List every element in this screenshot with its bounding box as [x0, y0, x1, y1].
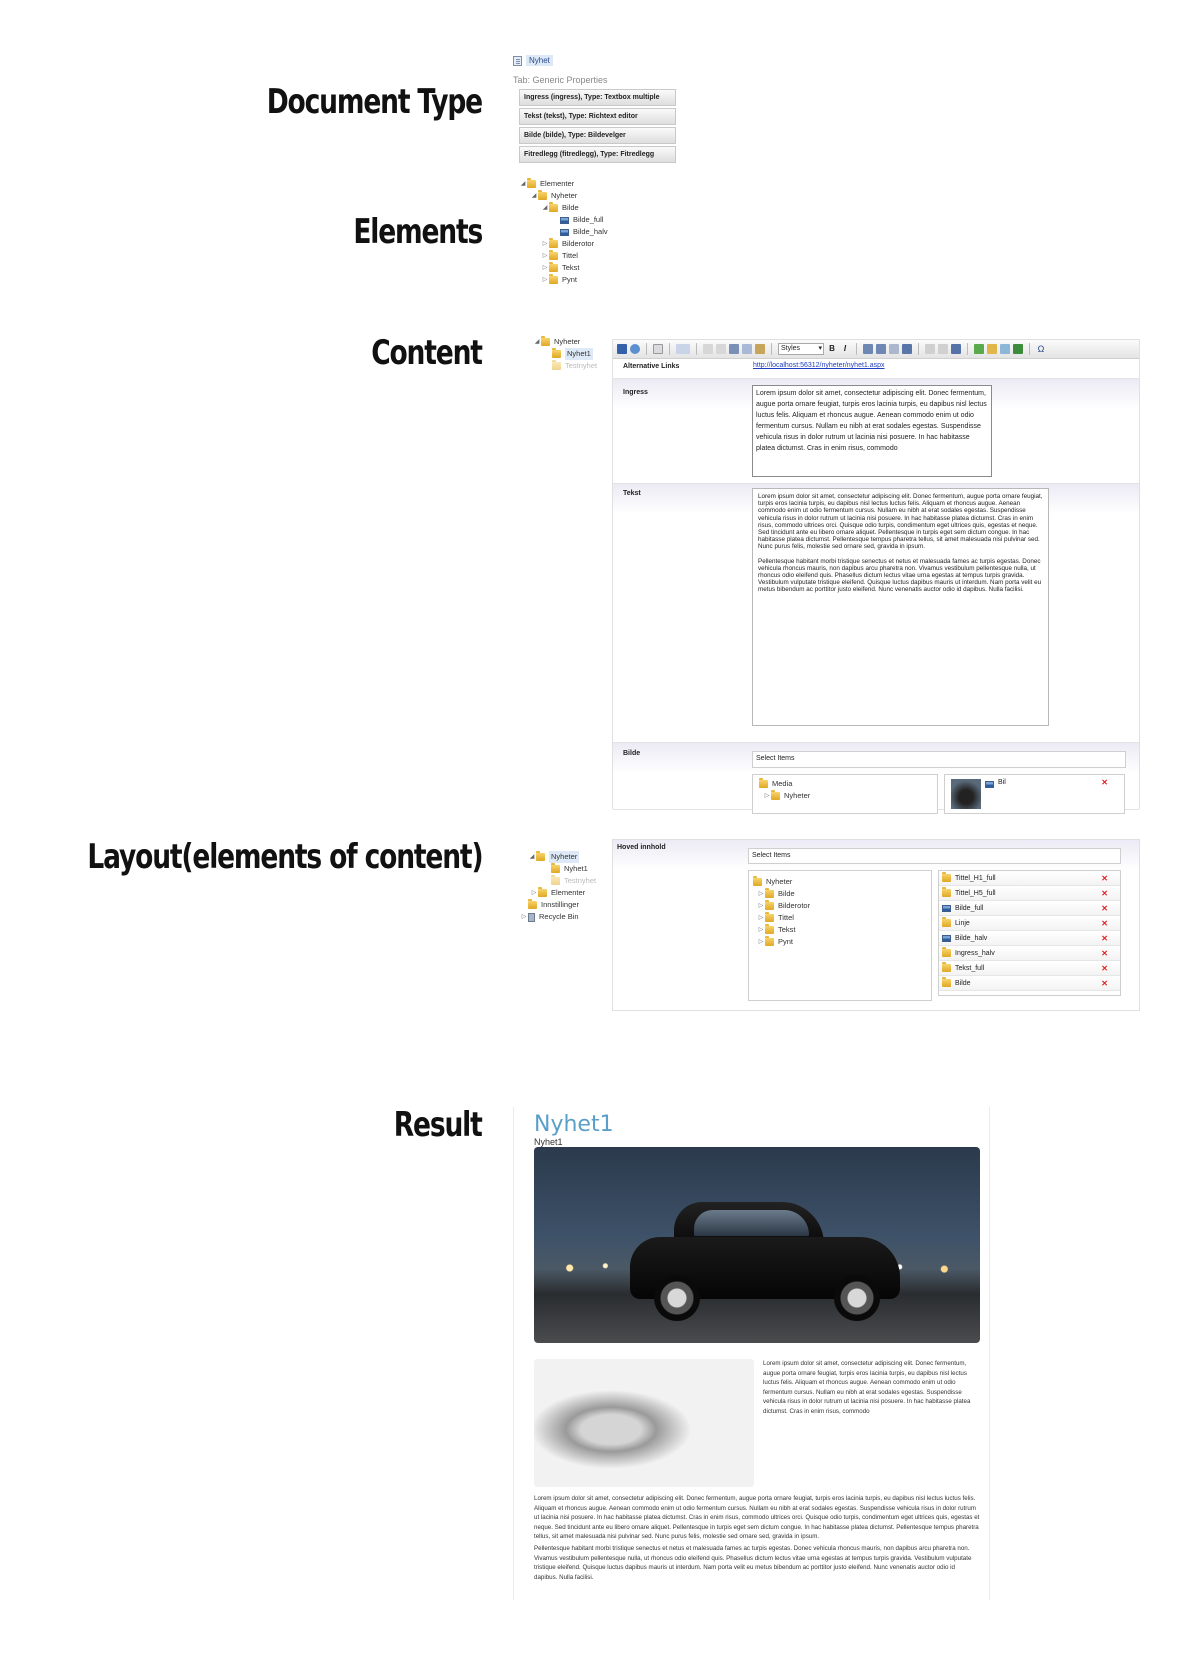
tree-node-nyheter[interactable]	[753, 876, 810, 888]
bilde-label: Bilde	[623, 750, 641, 757]
tree-label: Nyheter	[766, 877, 793, 886]
remove-icon[interactable]: ✕	[1101, 963, 1108, 973]
tree-label-selected: Nyhet1	[567, 349, 591, 358]
picked-item[interactable]	[939, 886, 1120, 901]
tree-node-tekst[interactable]	[519, 262, 608, 274]
insert-macro-icon[interactable]	[1000, 344, 1010, 354]
page-title: Nyhet1	[534, 1112, 614, 1137]
picked-item-label: Bil	[998, 779, 1006, 786]
tree-node-testnyhet[interactable]	[533, 360, 597, 372]
car-hero-image	[534, 1147, 980, 1343]
tree-node-elementer[interactable]	[519, 178, 608, 190]
tree-label: Recycle Bin	[539, 912, 579, 921]
label-result: Result	[394, 1105, 482, 1145]
remove-icon[interactable]: ✕	[1101, 948, 1108, 958]
copy-icon[interactable]	[742, 344, 752, 354]
insert-image-icon[interactable]	[974, 344, 984, 354]
image-icon	[985, 781, 994, 788]
tree-label: Bilderotor	[562, 239, 595, 248]
tree-node-innstillinger[interactable]	[520, 899, 596, 911]
tree-node-nyheter[interactable]	[759, 790, 810, 802]
bold-icon[interactable]: B	[829, 344, 835, 353]
expanded-arrow-icon[interactable]: ◢	[529, 854, 535, 860]
collapsed-arrow-icon[interactable]: ▷	[764, 793, 770, 799]
tree-label: Nyhet1	[564, 864, 588, 873]
folder-icon	[551, 865, 560, 873]
tree-label: Testnyhet	[565, 361, 598, 370]
tree-label: Nyheter	[554, 337, 581, 346]
editor-toolbar	[613, 340, 1139, 359]
image-icon	[560, 229, 569, 236]
alt-link[interactable]: http://localhost:56312/nyheter/nyhet1.aspx	[753, 362, 885, 369]
picked-item[interactable]	[939, 946, 1120, 961]
folder-icon	[942, 874, 951, 882]
hoved-innhold-row	[613, 840, 1139, 1010]
folder-icon	[541, 338, 550, 346]
folder-icon	[527, 180, 536, 188]
tree-node-recycle-bin[interactable]	[520, 911, 596, 923]
tree-label: Tittel	[562, 251, 578, 260]
tree-label: Pynt	[778, 937, 794, 946]
ingress-textarea[interactable]: Lorem ipsum dolor sit amet, consectetur adipiscing elit. Donec fermentum, augue porta ornare feugiat, turpis eros lacinia turpis, eu dapibus nisl lectus luctus felis. Aliquam et rhoncus augue. Aenean commodo enim ut odio fermentum cursus. Nullam eu nibh at erat sodales egestas. Suspendisse vehicula risus in dolor rutrum ut lacinia nisi posuere. In hac habitasse platea dictumst. Cras in enim risus, commodo	[752, 385, 992, 477]
preview-icon[interactable]	[653, 344, 663, 354]
car-wheel	[834, 1275, 880, 1321]
tree-node-nyheter[interactable]	[519, 190, 608, 202]
bullet-list-icon[interactable]	[863, 344, 873, 354]
folder-icon	[551, 877, 560, 885]
folder-icon	[549, 240, 558, 248]
collapsed-arrow-icon[interactable]: ▷	[542, 253, 548, 259]
folder-icon	[536, 853, 545, 861]
insert-media-icon[interactable]	[987, 344, 997, 354]
picked-item-label: Bilde_full	[955, 904, 984, 912]
tree-label: Tittel	[778, 913, 794, 922]
select-items-bar[interactable]: Select Items	[748, 848, 1121, 864]
remove-icon[interactable]: ✕	[1101, 873, 1108, 883]
element-tree-box[interactable]	[748, 870, 932, 1001]
tree-node-elementer[interactable]	[520, 887, 596, 899]
property-row[interactable]: Tekst (tekst), Type: Richtext editor	[519, 108, 676, 125]
undo-icon[interactable]	[703, 344, 713, 354]
redo-icon[interactable]	[716, 344, 726, 354]
picked-item[interactable]	[939, 961, 1120, 976]
picked-elements-list	[938, 870, 1121, 996]
ingress-label: Ingress	[623, 389, 648, 396]
toolbar-separator	[771, 343, 772, 355]
collapsed-arrow-icon[interactable]: ▷	[521, 914, 527, 920]
italic-icon[interactable]: I	[843, 344, 847, 353]
property-row[interactable]: Fitredlegg (fitredlegg), Type: Fitredlegg	[519, 146, 676, 163]
tree-label: Elementer	[551, 888, 586, 897]
toolbar-separator	[918, 343, 919, 355]
collapsed-arrow-icon[interactable]: ▷	[542, 277, 548, 283]
collapsed-arrow-icon[interactable]: ▷	[758, 903, 764, 909]
save-publish-icon[interactable]	[630, 344, 640, 354]
anchor-icon[interactable]	[951, 344, 961, 354]
folder-icon	[538, 192, 547, 200]
collapsed-arrow-icon[interactable]: ▷	[758, 939, 764, 945]
property-row[interactable]: Bilde (bilde), Type: Bildevelger	[519, 127, 676, 144]
folder-icon	[759, 780, 768, 788]
toolbar-separator	[856, 343, 857, 355]
folder-icon	[528, 901, 537, 909]
tree-label: Pynt	[562, 275, 578, 284]
expanded-arrow-icon[interactable]: ◢	[520, 181, 526, 187]
tree-label: Bilderotor	[778, 901, 811, 910]
tree-node-tittel[interactable]	[519, 250, 608, 262]
tree-label: Nyheter	[551, 191, 578, 200]
picked-item-label: Tekst_full	[955, 964, 985, 972]
select-items-bar[interactable]: Select Items	[752, 751, 1126, 768]
tree-node-tittel[interactable]	[753, 912, 810, 924]
tree-label: Innstillinger	[541, 900, 579, 909]
remove-icon[interactable]: ✕	[1101, 778, 1108, 787]
breadcrumb[interactable]: Nyhet1	[534, 1137, 563, 1147]
collapsed-arrow-icon[interactable]: ▷	[542, 265, 548, 271]
tree-node-pynt[interactable]	[753, 936, 810, 948]
doctype-name: Nyhet	[526, 55, 553, 66]
image-icon	[942, 935, 951, 942]
bilde-row	[613, 743, 1139, 810]
collapsed-arrow-icon[interactable]: ▷	[758, 927, 764, 933]
folder-icon	[942, 964, 951, 972]
tree-label: Tekst	[562, 263, 580, 272]
numbered-list-icon[interactable]	[876, 344, 886, 354]
alt-links-label: Alternative Links	[623, 363, 680, 370]
picked-item[interactable]	[939, 901, 1120, 916]
remove-icon[interactable]: ✕	[1101, 888, 1108, 898]
remove-icon[interactable]: ✕	[1101, 933, 1108, 943]
car-wheel	[654, 1275, 700, 1321]
expanded-arrow-icon[interactable]: ◢	[542, 205, 548, 211]
tree-node-bilderotor[interactable]	[753, 900, 810, 912]
remove-icon[interactable]: ✕	[1101, 978, 1108, 988]
collapsed-arrow-icon[interactable]: ▷	[758, 915, 764, 921]
folder-icon	[942, 979, 951, 987]
folder-icon	[765, 902, 774, 910]
folder-icon	[538, 889, 547, 897]
label-content: Content	[371, 333, 482, 373]
tree-label: Bilde_full	[573, 215, 604, 224]
tree-label: Bilde	[562, 203, 579, 212]
tree-node-bilderotor[interactable]	[519, 238, 608, 250]
picked-item-label: Bilde	[955, 979, 971, 987]
toolbar-separator	[1029, 343, 1030, 355]
picked-item[interactable]	[939, 871, 1120, 886]
picked-item-label: Bilde_halv	[955, 934, 988, 942]
label-layout: Layout(elements of content)	[87, 837, 482, 877]
picked-item-label: Tittel_H1_full	[955, 874, 996, 882]
expanded-arrow-icon[interactable]: ◢	[531, 193, 537, 199]
picked-item-label: Linje	[955, 919, 970, 927]
tab-generic-properties[interactable]: Tab: Generic Properties	[513, 75, 608, 85]
layout-editor-panel	[612, 839, 1140, 1011]
folder-icon	[942, 889, 951, 897]
ingress-row	[613, 379, 1139, 484]
tree-label: Tekst	[778, 925, 796, 934]
special-char-icon[interactable]: Ω	[1037, 344, 1045, 354]
outdent-icon[interactable]	[889, 344, 899, 354]
paste-icon[interactable]	[755, 344, 765, 354]
toolbar-separator	[669, 343, 670, 355]
tree-node-bilde[interactable]	[519, 202, 608, 214]
document-icon	[513, 56, 522, 66]
result-body-paragraph: Lorem ipsum dolor sit amet, consectetur adipiscing elit. Donec fermentum, augue porta ornare feugiat, turpis eros lacinia turpis, eu dapibus nisl lectus luctus felis. Aliquam et rhoncus augue. Aenean commodo enim ut odio fermentum cursus. Nullam eu nibh at erat sodales egestas. Suspendisse vehicula risus in dolor rutrum ut lacinia nisi posuere. In hac habitasse platea dictumst. Cras in enim risus, commodo ultrices orci. Quisque odio turpis, condimentum eget ultrices quis, egestas et neque. Sed tincidunt ante eu libero ornare aliquet. Pellentesque in turpis eget sem dictum congue. In hac habitasse platea dictumst. Pellentesque tempus pharetra tellus, sit amet malesuada nisi pulvinar sed. Nunc purus felis, molestie sed ornare sed, gravida in ipsum.	[534, 1495, 980, 1541]
toolbar-separator	[646, 343, 647, 355]
tekst-paragraph: Pellentesque habitant morbi tristique senectus et netus et malesuada fames ac turpis egestas. Donec vehicula rhoncus mauris, non dapibus arcu pharetra non. Vivamus vestibulum pellentesque nulla, ut rhoncus odio eleifend quis. Phasellus dictum lectus vitae urna egestas at tempus turpis gravida. Vestibulum vulputate tristique eleifend. Quisque luctus dapibus mauris ut interdum. Nam porta velit eu metus bibendum ac porttitor justo eleifend. Nunc venenatis auctor odio id dapibus. Nulla facilisi.	[758, 557, 1042, 594]
picked-item[interactable]	[939, 916, 1120, 931]
image-icon	[560, 217, 569, 224]
result-page	[513, 1107, 990, 1600]
link-icon[interactable]	[925, 344, 935, 354]
document-type-panel	[513, 55, 683, 165]
unlink-icon[interactable]	[938, 344, 948, 354]
result-ingress: Lorem ipsum dolor sit amet, consectetur adipiscing elit. Donec fermentum, augue porta ornare feugiat, turpis eros lacinia turpis, eu dapibus nisl lectus luctus felis. Aliquam et rhoncus augue. Aenean commodo enim ut odio fermentum cursus. Nullam eu nibh at erat sodales egestas. Suspendisse vehicula risus in dolor rutrum ut lacinia nisi posuere. In hac habitasse platea dictumst. Cras in enim risus, commodo	[763, 1360, 971, 1415]
toolbar-separator	[696, 343, 697, 355]
picked-item[interactable]	[939, 931, 1120, 946]
save-icon[interactable]	[617, 344, 627, 354]
tree-label-selected: Nyheter	[551, 852, 578, 861]
tree-label: Bilde	[778, 889, 795, 898]
content-tree	[533, 336, 597, 372]
picked-item[interactable]	[939, 976, 1120, 991]
picked-item-label: Tittel_H5_full	[955, 889, 996, 897]
tekst-label: Tekst	[623, 490, 641, 497]
folder-icon	[549, 276, 558, 284]
tree-label: Bilde_halv	[573, 227, 608, 236]
media-tree-box[interactable]	[752, 774, 938, 814]
picked-media-box	[944, 774, 1125, 814]
folder-icon	[765, 890, 774, 898]
tree-node-bilde-halv[interactable]	[519, 226, 608, 238]
tekst-row	[613, 484, 1139, 743]
tree-label: Elementer	[540, 179, 575, 188]
label-document-type: Document Type	[266, 82, 482, 122]
folder-icon	[549, 264, 558, 272]
collapsed-arrow-icon[interactable]: ▷	[758, 891, 764, 897]
tree-node-testnyhet[interactable]	[520, 875, 596, 887]
indent-icon[interactable]	[902, 344, 912, 354]
tree-node-nyhet1[interactable]	[533, 348, 597, 360]
tree-label: Nyheter	[784, 791, 811, 800]
insert-table-icon[interactable]	[1013, 344, 1023, 354]
tree-node-tekst[interactable]	[753, 924, 810, 936]
image-icon	[942, 905, 951, 912]
tree-node-nyheter[interactable]	[520, 851, 596, 863]
tree-node-media[interactable]	[759, 778, 810, 790]
tekst-paragraph: Lorem ipsum dolor sit amet, consectetur adipiscing elit. Donec fermentum, augue porta ornare feugiat, turpis eros lacinia turpis, eu dapibus nisl lectus luctus felis. Aliquam et rhoncus augue. Aenean commodo enim ut odio fermentum cursus. Nullam eu nibh at erat sodales egestas. Suspendisse vehicula risus in dolor rutrum ut lacinia nisi posuere. In hac habitasse platea dictumst. Cras in enim risus, commodo ultrices orci. Quisque odio turpis, condimentum eget ultrices quis, egestas et neque. Sed tincidunt ante eu libero ornare aliquet. Pellentesque in turpis eget sem dictum congue. In hac habitasse platea dictumst. Pellentesque tempus pharetra tellus, sit amet malesuada nisi pulvinar sed. Nunc purus felis, molestie sed ornare sed, gravida in ipsum.	[758, 493, 1043, 551]
picked-item-label: Ingress_halv	[955, 949, 995, 957]
collapsed-arrow-icon[interactable]: ▷	[531, 890, 537, 896]
collapsed-arrow-icon[interactable]: ▷	[542, 241, 548, 247]
tree-label: Testnyhet	[564, 876, 597, 885]
media-tree	[759, 778, 810, 802]
folder-icon	[552, 350, 561, 358]
tree-node-bilde[interactable]	[753, 888, 810, 900]
folder-icon	[765, 914, 774, 922]
elements-tree	[519, 178, 608, 286]
expanded-arrow-icon[interactable]: ◢	[534, 339, 540, 345]
tree-node-bilde-full[interactable]	[519, 214, 608, 226]
tekst-richtext-editor[interactable]	[752, 488, 1049, 726]
alt-links-row	[613, 359, 1139, 379]
folder-icon	[549, 252, 558, 260]
tree-node-nyhet1[interactable]	[520, 863, 596, 875]
folder-icon	[753, 878, 762, 886]
recycle-bin-icon	[528, 913, 535, 922]
folder-icon	[771, 792, 780, 800]
tree-node-pynt[interactable]	[519, 274, 608, 286]
car-window	[694, 1210, 809, 1236]
cut-icon[interactable]	[729, 344, 739, 354]
property-row[interactable]: Ingress (ingress), Type: Textbox multiple	[519, 89, 676, 106]
folder-icon	[765, 926, 774, 934]
layout-tree	[520, 851, 596, 923]
result-body-paragraph: Pellentesque habitant morbi tristique senectus et netus et malesuada fames ac turpis egestas. Donec vehicula rhoncus mauris, non dapibus arcu pharetra non. Vivamus vestibulum pellentesque nulla, ut rhoncus odio eleifend quis. Phasellus dictum lectus vitae urna egestas at tempus turpis gravida. Vestibulum vulputate tristique eleifend. Quisque luctus dapibus mauris ut interdum. Nam porta velit eu metus bibendum ac porttitor justo eleifend. Nunc venenatis auctor odio id dapibus. Nulla facilisi.	[534, 1545, 972, 1581]
folder-icon	[552, 362, 561, 370]
folder-icon	[549, 204, 558, 212]
doctype-header[interactable]	[513, 55, 683, 66]
tree-label: Media	[772, 779, 793, 788]
hoved-innhold-label: Hoved innhold	[617, 844, 666, 851]
content-editor-panel	[612, 339, 1140, 809]
folder-icon	[942, 949, 951, 957]
cat-paw-image	[534, 1359, 754, 1487]
styles-dropdown[interactable]: Styles ▾	[778, 343, 824, 355]
html-icon[interactable]	[676, 344, 690, 354]
label-elements: Elements	[353, 212, 482, 252]
element-picker-tree	[753, 876, 810, 948]
tree-node-nyheter[interactable]	[533, 336, 597, 348]
folder-icon	[942, 919, 951, 927]
remove-icon[interactable]: ✕	[1101, 903, 1108, 913]
remove-icon[interactable]: ✕	[1101, 918, 1108, 928]
car-thumbnail	[951, 779, 981, 809]
toolbar-separator	[967, 343, 968, 355]
folder-icon	[765, 938, 774, 946]
